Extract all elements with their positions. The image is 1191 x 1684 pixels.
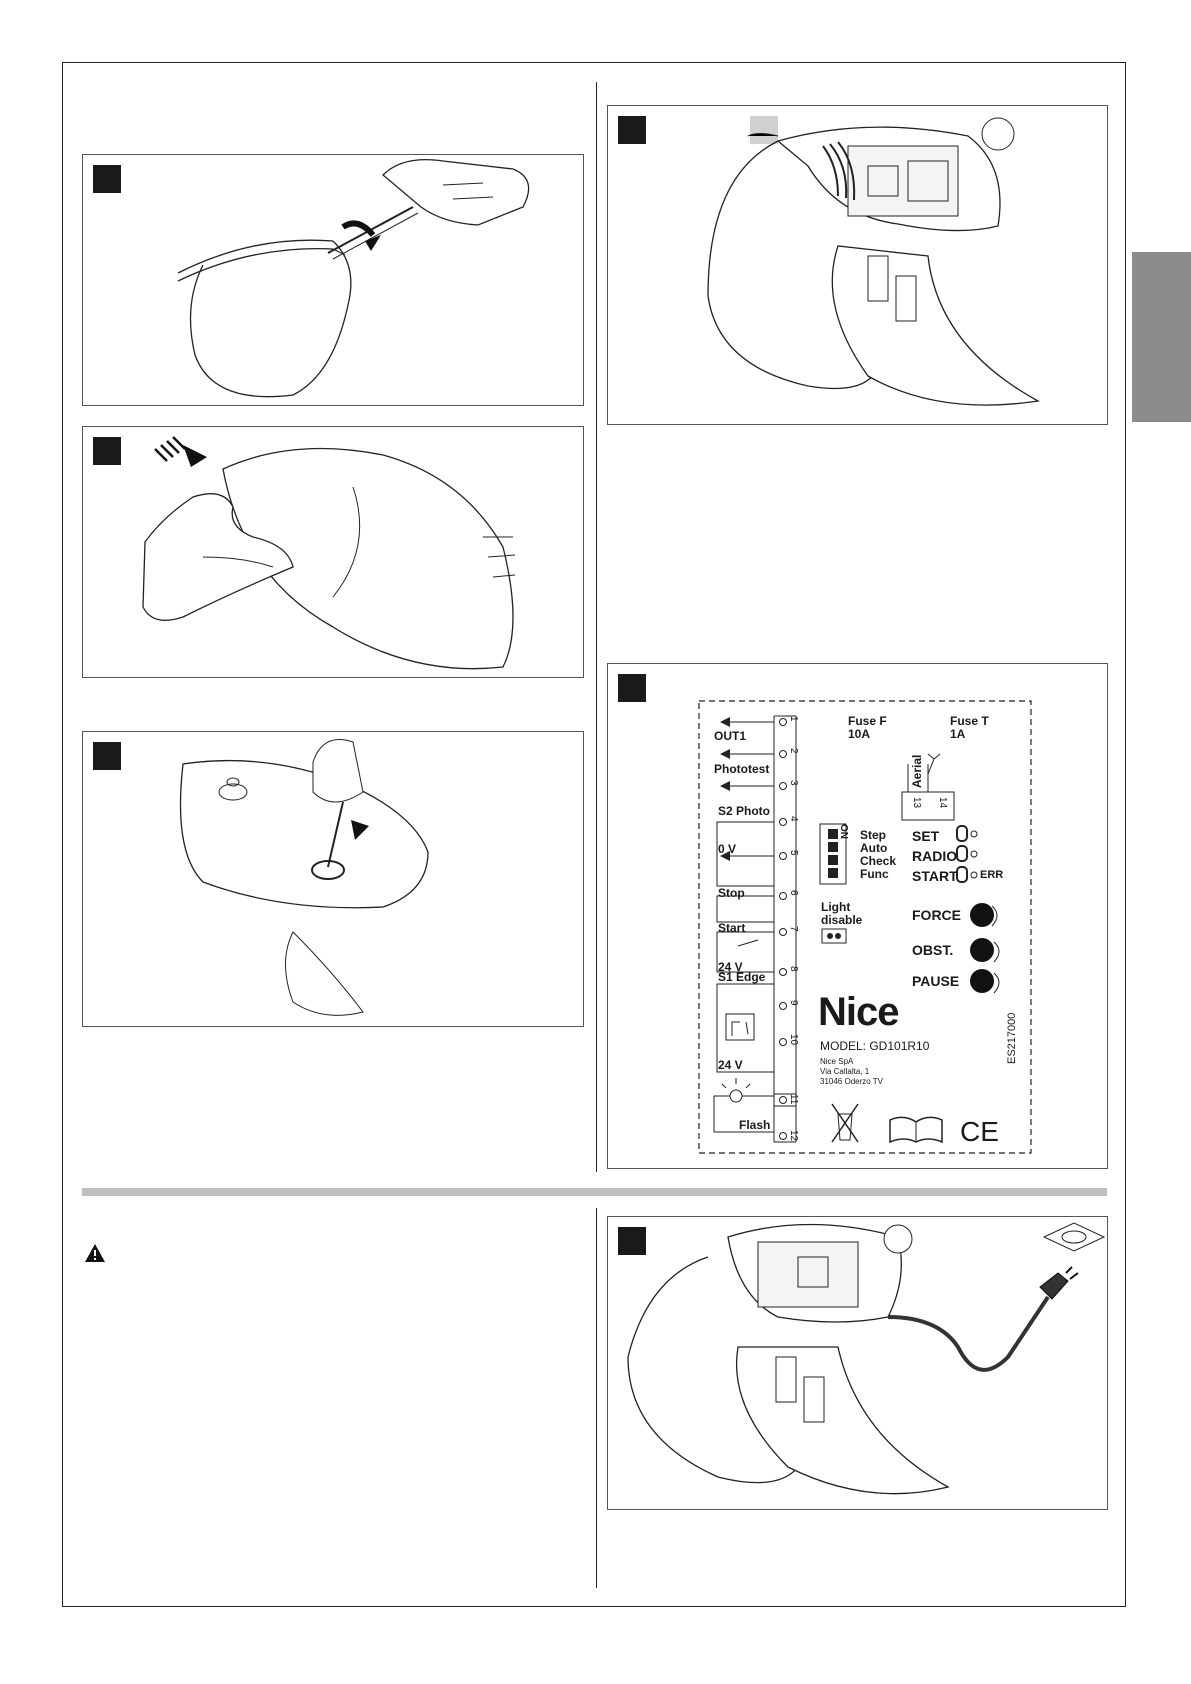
section-separator	[82, 1188, 1107, 1196]
figure-panel-6	[607, 1216, 1108, 1510]
terminal-number: 10	[788, 1034, 799, 1046]
company-text: Nice SpA	[820, 1057, 854, 1066]
brand-logo: Nice	[818, 990, 899, 1034]
terminal-label-24v-a: 24 V	[718, 960, 743, 974]
column-divider-top	[596, 82, 597, 1172]
column-divider-bottom	[596, 1208, 597, 1588]
dip-on-label: ON	[838, 824, 849, 839]
figure-panel-5	[607, 663, 1108, 1169]
illustration-cover-screwdriver	[83, 155, 584, 406]
terminal-number: 1	[788, 716, 799, 722]
terminal-label-flash: Flash	[739, 1118, 771, 1132]
trimmer-label-force: FORCE	[912, 907, 961, 923]
illustration-hand-press	[83, 427, 584, 678]
fuse-t-label: Fuse T	[950, 714, 989, 728]
terminal-label-out1: OUT1	[714, 729, 747, 743]
fuse-t-value: 1A	[950, 727, 966, 741]
figure-panel-3	[82, 731, 584, 1027]
terminal-label-s2photo: S2 Photo	[718, 804, 771, 818]
terminal-number: 11	[788, 1094, 799, 1105]
terminal-label-24v-b: 24 V	[718, 1058, 743, 1072]
illustration-base-screw	[83, 732, 584, 1027]
terminal-number: 3	[788, 780, 799, 786]
dip-label-auto: Auto	[860, 841, 888, 855]
figure-panel-1	[82, 154, 584, 406]
figure-panel-4	[607, 105, 1108, 425]
led-label-set: SET	[912, 828, 940, 844]
illustration-power-plug	[608, 1217, 1108, 1510]
language-tab	[1132, 252, 1191, 422]
terminal-label-0v: 0 V	[718, 842, 737, 856]
dip-label-func: Func	[860, 867, 889, 881]
figure-panel-2	[82, 426, 584, 678]
dip-label-step: Step	[860, 828, 887, 842]
led-label-radio: RADIO	[912, 848, 958, 864]
warning-icon	[84, 1243, 106, 1263]
city-text: 31046 Oderzo TV	[820, 1077, 884, 1086]
terminal-label-stop: Stop	[718, 886, 745, 900]
led-label-err: ERR	[980, 869, 1004, 881]
fuse-f-label: Fuse F	[848, 714, 887, 728]
street-text: Via Callalta, 1	[820, 1067, 870, 1076]
light-label: Light	[821, 900, 851, 914]
terminal-number: 7	[788, 926, 799, 932]
terminal-number: 9	[788, 1000, 799, 1006]
terminal-number: 12	[788, 1130, 799, 1142]
product-code: ES217000	[1006, 1012, 1018, 1064]
terminal-number: 5	[788, 850, 799, 856]
terminal-label-s1edge: S1 Edge	[718, 970, 766, 984]
terminal-number: 6	[788, 890, 799, 896]
disable-label: disable	[821, 913, 863, 927]
trimmer-label-pause: PAUSE	[912, 973, 960, 989]
aerial-label: Aerial	[910, 754, 924, 788]
dip-label-check: Check	[860, 854, 897, 868]
led-label-start: START	[912, 868, 958, 884]
trimmer-label-obst: OBST.	[912, 942, 954, 958]
terminal-label-phototest: Phototest	[714, 762, 770, 776]
aerial-terminal-13: 13	[911, 797, 922, 809]
fuse-f-value: 10A	[848, 727, 871, 741]
illustration-open-unit	[608, 106, 1108, 425]
ce-mark: CE	[960, 1116, 999, 1147]
model-text: MODEL: GD101R10	[820, 1039, 930, 1053]
terminal-number: 4	[788, 816, 799, 822]
aerial-terminal-14: 14	[937, 797, 948, 809]
terminal-number: 8	[788, 966, 799, 972]
terminal-number: 2	[788, 748, 799, 754]
terminal-label-start: Start	[718, 921, 746, 935]
